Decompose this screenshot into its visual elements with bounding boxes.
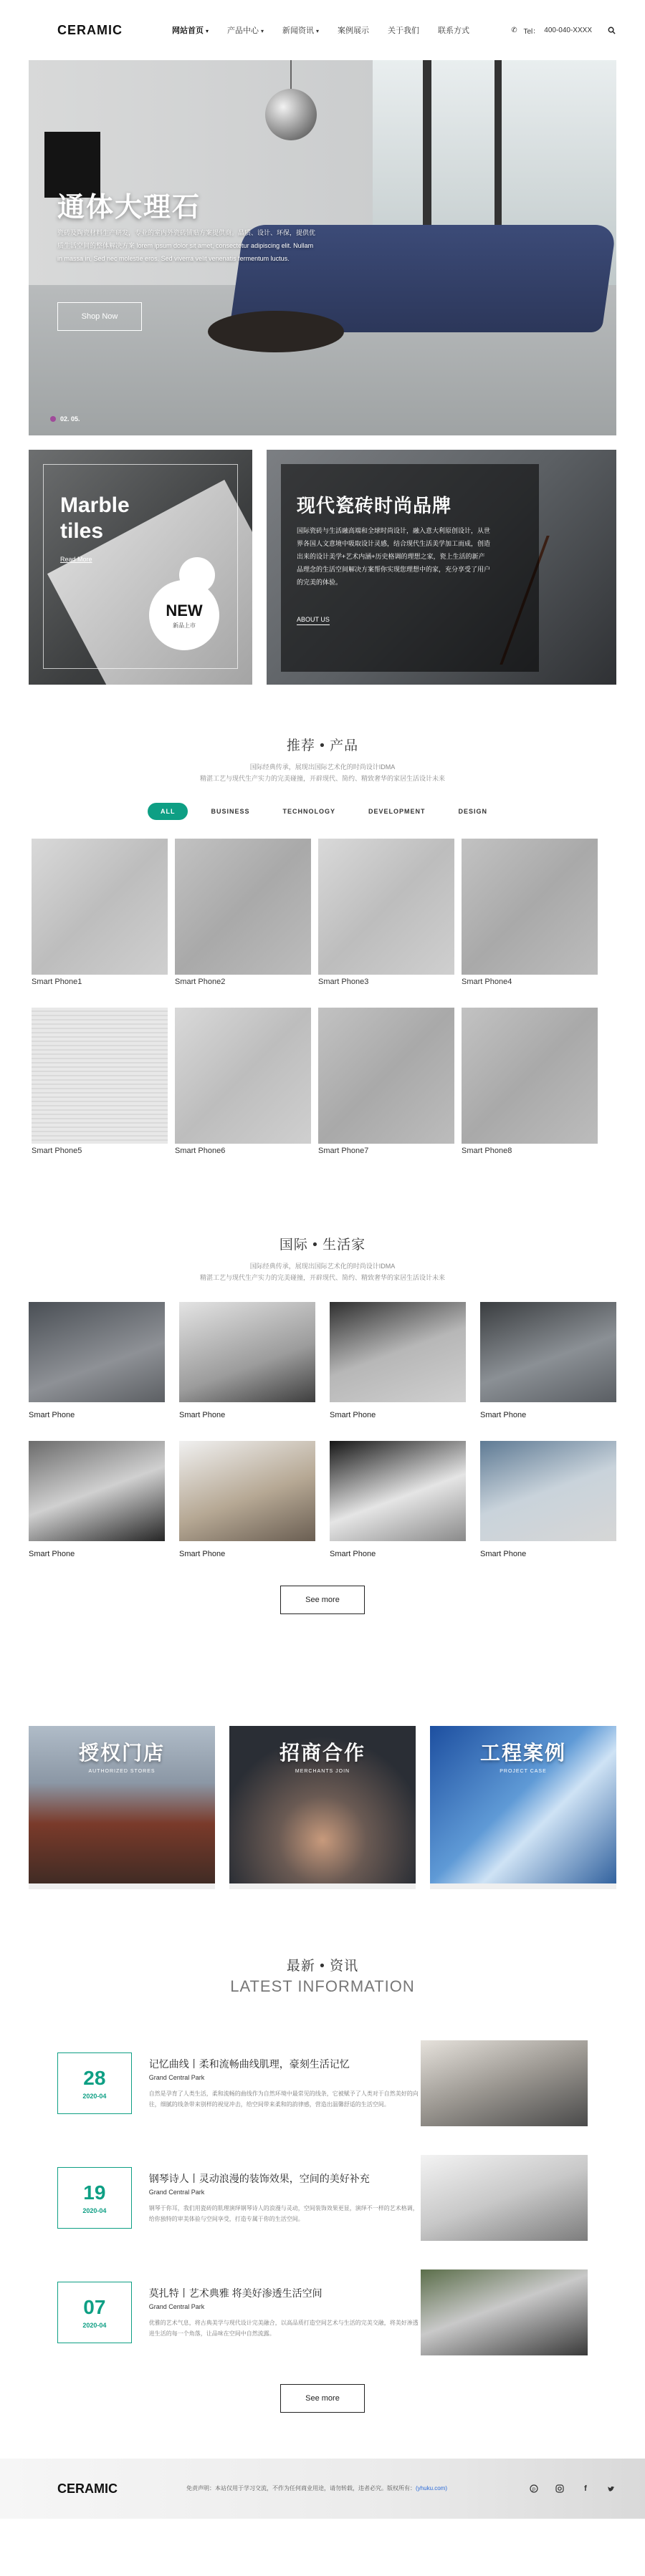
nav-item-home[interactable] (172, 24, 209, 36)
disclaimer: 免责声明：本站仅用于学习交流，不作为任何商业用途，请勿转载，违者必究。版权所有： (186, 2485, 416, 2491)
product-image (462, 1008, 598, 1144)
date-box (57, 2282, 132, 2343)
phone-icon: ✆ (511, 26, 517, 34)
living-subtitle-1: 国际经典传承，展现出国际艺术化的时尚设计IDMA (249, 1263, 396, 1270)
living-card[interactable] (29, 1302, 165, 1419)
hero-title: 通体大理石 (57, 193, 201, 223)
svg-text:p: p (532, 2486, 536, 2492)
feature-row (29, 1726, 616, 1889)
page-bottom-spacer (0, 2519, 645, 2576)
product-name: Smart Phone2 (175, 978, 226, 986)
product-card[interactable] (32, 1008, 168, 1155)
products-subtitle-1: 国际经典传承，展现出国际艺术化的时尚设计IDMA (249, 763, 396, 771)
hero-description: 瓷砖及陶瓷材料生产研发，专业的室内外瓷砖铺贴方案提供商。品质、设计、环保，提供优质生活空间的整体解决方案 lorem ipsum dolor sit amet, consectetur adipiscing elit. Nullam in massa in, Sed nec molestie eros. Sed viverra velit venenatis fermentum luctus. (57, 229, 316, 262)
product-image (32, 1008, 168, 1144)
product-card[interactable] (175, 839, 311, 986)
feature-card-stores[interactable] (29, 1726, 215, 1889)
living-caption: Smart Phone (480, 1550, 527, 1558)
product-name: Smart Phone3 (318, 978, 369, 986)
product-name: Smart Phone5 (32, 1147, 82, 1155)
living-caption: Smart Phone (29, 1550, 75, 1558)
site-footer (0, 2459, 645, 2519)
news-title: 最新 • 资讯 (286, 1959, 359, 1974)
living-image (330, 1302, 466, 1402)
living-section (0, 1234, 645, 1614)
nav-label: 产品中心 (227, 26, 259, 35)
see-more-button[interactable]: See more (280, 1586, 365, 1614)
product-name: Smart Phone6 (175, 1147, 226, 1155)
tab-design[interactable]: DESIGN (458, 808, 488, 815)
pinterest-icon[interactable] (529, 2484, 539, 2494)
feature-card-merchants[interactable] (229, 1726, 416, 1889)
promo-row (29, 450, 616, 685)
hero-image-lamp (265, 89, 317, 140)
news-list (57, 2040, 588, 2355)
products-subtitle-2: 精湛工艺与现代生产实力的完美碰撞，开辟现代、简约、精致奢华的家居生活设计未来 (199, 775, 445, 782)
feature-card-projects[interactable] (430, 1726, 616, 1889)
nav-label: 新闻资讯 (282, 26, 315, 35)
product-name: Smart Phone8 (462, 1147, 512, 1155)
tab-development[interactable]: DEVELOPMENT (368, 808, 426, 815)
living-image (330, 1441, 466, 1541)
header-contact (509, 25, 616, 36)
footer-link[interactable]: (yhuku.com) (416, 2485, 448, 2491)
news-day: 28 (83, 2067, 106, 2089)
tab-business[interactable]: BUSINESS (211, 808, 250, 815)
news-text (149, 2057, 421, 2110)
product-image (175, 839, 311, 975)
living-caption: Smart Phone (330, 1411, 376, 1419)
news-month: 2020-04 (82, 2322, 107, 2329)
card-bottom-bar (29, 1883, 215, 1889)
living-caption: Smart Phone (179, 1411, 226, 1419)
news-month: 2020-04 (82, 2207, 107, 2214)
slide-dot-icon (50, 416, 56, 422)
news-text (149, 2286, 421, 2339)
feature-subtitle: PROJECT CASE (500, 1769, 547, 1774)
hero-image-table (208, 311, 344, 352)
marble-title: Marble tiles (60, 493, 130, 543)
news-image[interactable] (421, 2155, 588, 2241)
product-name: Smart Phone4 (462, 978, 512, 986)
new-badge (149, 580, 219, 650)
social-links (529, 2484, 616, 2494)
chevron-down-icon: ▾ (261, 28, 264, 34)
product-tabs (0, 803, 645, 820)
brand-title: 现代瓷砖时尚品牌 (297, 495, 452, 516)
news-desc: 自然是孕育了人类生活，柔和流畅的曲线作为自然环境中最常见的线条，它被赋予了人类对于自然美好的向往，细腻的线条带来别样的视觉冲击，给空间带来柔和的韵律感，营造出温馨舒适的生活空间。 (148, 2090, 419, 2108)
card-bottom-bar (430, 1883, 616, 1889)
news-title-en: LATEST INFORMATION (230, 1977, 415, 1995)
product-image (318, 1008, 454, 1144)
news-desc: 优雅的艺术气息，将古典美学与现代设计完美融合，以高品质打造空间艺术与生活的完美交融，将美好渗透进生活的每一个角落，让品味在空间中自然流露。 (148, 2320, 419, 2337)
living-caption: Smart Phone (29, 1411, 75, 1419)
marble-card[interactable] (29, 450, 252, 685)
hero-banner (29, 60, 616, 435)
nav-item-about[interactable]: 关于我们 (388, 26, 420, 35)
news-see-more-button[interactable]: See more (280, 2384, 365, 2413)
product-card[interactable] (462, 1008, 598, 1155)
living-grid (29, 1302, 645, 1558)
news-headline[interactable]: 钢琴诗人丨灵动浪漫的装饰效果，空间的美好补充 (148, 2173, 370, 2184)
logo[interactable]: CERAMIC (57, 22, 123, 37)
feature-subtitle: AUTHORIZED STORES (88, 1769, 156, 1774)
date-box (57, 2052, 132, 2114)
living-image (29, 1441, 165, 1541)
nav-item-contact[interactable]: 联系方式 (438, 26, 470, 35)
about-us-link[interactable]: ABOUT US (297, 616, 330, 625)
slide-indicator[interactable] (50, 415, 80, 423)
feature-subtitle: MERCHANTS JOIN (295, 1769, 350, 1774)
brand-card (267, 450, 616, 685)
news-place: Grand Central Park (148, 2189, 205, 2196)
living-caption: Smart Phone (330, 1550, 376, 1558)
product-name: Smart Phone1 (32, 978, 82, 986)
products-title: 推荐 • 产品 (286, 738, 359, 753)
tab-all[interactable]: ALL (148, 803, 188, 820)
news-day: 07 (83, 2296, 106, 2318)
news-item[interactable] (57, 2155, 588, 2241)
living-image (29, 1302, 165, 1402)
news-image[interactable] (421, 2269, 588, 2355)
news-place: Grand Central Park (148, 2074, 205, 2081)
search-icon[interactable] (606, 25, 616, 35)
products-section (0, 735, 645, 1155)
new-badge-sub: 新品上市 (173, 622, 196, 629)
news-desc: 钢琴于你耳，我们用瓷砖的肌理演绎钢琴诗人的浪漫与灵动，空间装饰效果更显，演绎不一样的艺术格调，给你独特的审美体验与空间享受，打造专属于你的生活空间。 (148, 2205, 419, 2222)
feature-title: 授权门店 (78, 1742, 165, 1764)
nav-label: 网站首页 (172, 26, 204, 35)
news-image[interactable] (421, 2040, 588, 2126)
footer-text (186, 2484, 487, 2494)
news-place: Grand Central Park (148, 2303, 205, 2310)
living-card[interactable] (480, 1302, 616, 1419)
living-card[interactable] (330, 1441, 466, 1558)
footer-logo[interactable]: CERAMIC (57, 2481, 118, 2496)
product-card[interactable] (318, 1008, 454, 1155)
twitter-icon[interactable] (606, 2484, 616, 2494)
product-image (32, 839, 168, 975)
chevron-down-icon: ▾ (206, 28, 209, 34)
living-title: 国际 • 生活家 (279, 1238, 366, 1253)
product-card[interactable] (175, 1008, 311, 1155)
product-name: Smart Phone7 (318, 1147, 369, 1155)
living-subtitle-2: 精湛工艺与现代生产实力的完美碰撞，开辟现代、简约、精致奢华的家居生活设计未来 (199, 1274, 445, 1281)
news-item[interactable] (57, 2269, 588, 2355)
living-image (480, 1441, 616, 1541)
living-image (480, 1302, 616, 1402)
facebook-icon[interactable]: f (584, 2484, 587, 2493)
news-month: 2020-04 (82, 2093, 107, 2100)
read-more-link[interactable]: Read More (60, 556, 92, 563)
shop-now-button[interactable]: Shop Now (57, 302, 142, 331)
slide-counter: 02. 05. (60, 415, 80, 423)
living-card[interactable] (330, 1302, 466, 1419)
news-text (149, 2171, 421, 2224)
chevron-down-icon: ▾ (316, 28, 320, 34)
product-image (462, 839, 598, 975)
living-card[interactable] (179, 1302, 315, 1419)
living-caption: Smart Phone (179, 1550, 226, 1558)
product-image (318, 839, 454, 975)
product-card[interactable] (318, 839, 454, 986)
news-headline[interactable]: 莫扎特丨艺术典雅 将美好渗透生活空间 (148, 2287, 322, 2299)
living-card[interactable] (179, 1441, 315, 1558)
card-bottom-bar (229, 1883, 416, 1889)
news-headline[interactable]: 记忆曲线丨柔和流畅曲线肌理，豪刻生活记忆 (148, 2058, 350, 2070)
site-header (0, 0, 645, 60)
date-box (57, 2167, 132, 2229)
living-card[interactable] (29, 1441, 165, 1558)
tel-number[interactable]: 400-040-XXXX (544, 26, 592, 34)
product-card[interactable] (462, 839, 598, 986)
brand-description: 国际瓷砖与生活融高端和全球时尚设计，融入意大利原创设计，从世界各国人文意境中吸取设计灵感，结合现代生活美学加工而成，创造出来的设计美学+艺术内涵+历史格调的理想之家，瓷上生活的新产品理念的生活空间解决方案帮你实现您理想中的家，充分享受了用户的完美的体验。 (297, 527, 491, 586)
tab-technology[interactable]: TECHNOLOGY (282, 808, 335, 815)
new-badge-label: NEW (166, 601, 203, 619)
nav-item-cases[interactable]: 案例展示 (338, 26, 370, 35)
living-image (179, 1302, 315, 1402)
news-item[interactable] (57, 2040, 588, 2126)
nav-item-products[interactable] (227, 24, 264, 36)
product-grid (32, 839, 645, 1155)
news-section (0, 1955, 645, 2413)
feature-title: 招商合作 (279, 1742, 366, 1764)
living-image (179, 1441, 315, 1541)
main-nav (172, 24, 488, 36)
feature-title: 工程案例 (479, 1742, 566, 1764)
instagram-icon[interactable] (555, 2484, 565, 2494)
nav-item-news[interactable] (282, 24, 319, 36)
living-caption: Smart Phone (480, 1411, 527, 1419)
product-card[interactable] (32, 839, 168, 986)
tel-label: Tel： (523, 27, 540, 36)
living-card[interactable] (480, 1441, 616, 1558)
product-image (175, 1008, 311, 1144)
news-day: 19 (83, 2181, 106, 2204)
